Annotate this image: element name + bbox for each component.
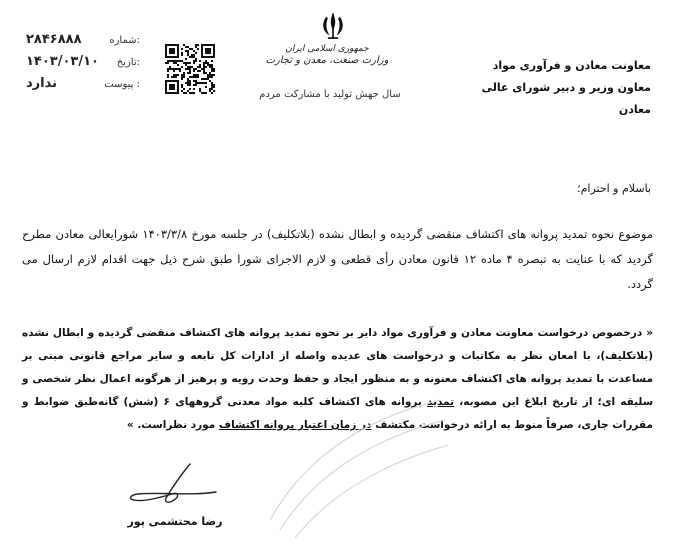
letter-date-value: ۱۴۰۳/۰۳/۱۰ <box>26 54 99 69</box>
ministry-logo-text <box>262 44 392 66</box>
year-slogan: سال جهش تولید با مشارکت مردم <box>259 89 401 100</box>
letter-date-label: تاریخ: <box>116 57 140 68</box>
resolution-text-1: « درخصوص درخواست معاونت معادن و فرآوری مواد دایر بر نحوه تمدید پروانه های اکتشاف منقضی گردیده و ابطال نشده (بلاتکلیف)، با امعان نظر به مکاتبات و درخواست های عدیده واصله از ادارات کل تابعه و سایر مراجع قانونی مبنی بر مساعدت با تمدید پروانه های اکتشاف معنونه و به منظور ایجاد و حفظ وحدت رویه و پرهیز از هرگونه اعمال نظر شخصی و سلیقه ای؛ از تاریخ ابلاغ این مصوبه، <box>22 327 654 408</box>
letter-number-value: ۲۸۴۶۸۸۸ <box>26 32 82 47</box>
ministry-line: وزارت صنعت، معدن و تجارت <box>265 55 389 66</box>
resolution-text-2: پروانه های اکتشاف کلیه مواد معدنی گروههای ۶ (شش) گانه‌طبق ضوابط و مقررات جاری، صرفاً منوط به ارائه درخواست مکتشف <box>22 396 653 431</box>
body-paragraph-1: موضوع نحوه تمدید پروانه های اکتشاف منقضی گردیده و ابطال نشده (بلاتکلیف) در جلسه مورخ ۱۴۰۳/۳/۸ شورایعالی معادن مطرح گردید که با عنایت به تبصره ۴ ماده ۱۲ قانون معادن رأی قطعی و لازم الاجرای شورا طبق شرح ذیل جهت اقدام لازم ارسال می گردد. <box>22 227 653 291</box>
letter-attachment-row <box>20 76 140 98</box>
letter-number-row <box>20 32 140 54</box>
recipient-line-1: معاونت معادن و فرآوری مواد <box>492 59 651 72</box>
signature-icon <box>120 462 230 512</box>
letter-date-row <box>20 54 140 76</box>
recipient-line-2: معاون وزیر و دبیر شورای عالی معادن <box>481 81 651 116</box>
signer-name: رضا محتشمی پور <box>127 515 223 528</box>
resolution-underline-1: تمدید <box>427 396 455 408</box>
letter-meta <box>20 32 140 98</box>
greeting: باسلام و احترام؛ <box>577 182 651 195</box>
iran-emblem-icon <box>316 10 350 44</box>
stamp-watermark-icon <box>250 390 450 540</box>
letter-attachment-label: پیوست : <box>104 79 140 90</box>
qr-code-icon <box>165 44 215 94</box>
letter-attachment-value: ندارد <box>26 76 58 91</box>
resolution-underline-2: در زمان اعتبار پروانه اکتشاف <box>218 419 372 431</box>
recipient-block <box>451 55 651 121</box>
letter-number-label: شماره: <box>109 35 140 46</box>
resolution-text-3: مورد نظراست. » <box>126 419 216 431</box>
republic-line: جمهوری اسلامی ایران <box>285 44 369 54</box>
